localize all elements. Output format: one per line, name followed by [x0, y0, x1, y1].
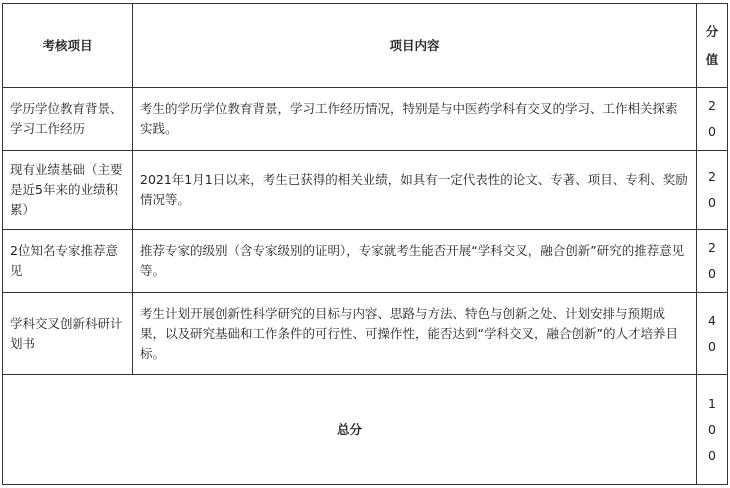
header-content: 项目内容	[133, 4, 697, 88]
total-score-cell	[697, 375, 728, 485]
total-label: 总分	[3, 375, 697, 485]
header-item: 考核项目	[3, 4, 133, 88]
header-score: 分值	[705, 23, 719, 67]
table-row	[3, 151, 728, 230]
row-item: 学历学位教育背景、学习工作经历	[3, 88, 133, 151]
row-score-cell	[697, 151, 728, 230]
row-score-cell	[697, 230, 728, 293]
row-score-cell	[697, 88, 728, 151]
row-score: 20	[708, 98, 716, 139]
row-score: 20	[708, 169, 716, 210]
row-item: 2位知名专家推荐意见	[3, 230, 133, 293]
total-row	[3, 375, 728, 485]
row-content: 考生的学历学位教育背景，学习工作经历情况，特别是与中医药学科有交叉的学习、工作相关探索实践。	[133, 88, 697, 151]
row-content: 考生计划开展创新性科学研究的目标与内容、思路与方法、特色与创新之处、计划安排与预期成果，以及研究基础和工作条件的可行性、可操作性，能否达到“学科交叉，融合创新”的人才培养目标。	[133, 293, 697, 375]
total-score: 100	[708, 395, 716, 463]
row-content: 2021年1月1日以来，考生已获得的相关业绩，如具有一定代表性的论文、专著、项目、专利、奖励情况等。	[133, 151, 697, 230]
table-row	[3, 230, 728, 293]
row-score: 40	[708, 312, 716, 354]
row-score: 20	[708, 240, 716, 281]
row-content: 推荐专家的级别（含专家级别的证明），专家就考生能否开展“学科交叉，融合创新”研究的推荐意见等。	[133, 230, 697, 293]
table-row	[3, 88, 728, 151]
row-item: 现有业绩基础（主要是近5年来的业绩积累）	[3, 151, 133, 230]
header-score-cell	[697, 4, 728, 88]
scoring-table	[2, 3, 728, 485]
table-header-row	[3, 4, 728, 88]
table-row	[3, 293, 728, 375]
row-score-cell	[697, 293, 728, 375]
row-item: 学科交叉创新科研计划书	[3, 293, 133, 375]
